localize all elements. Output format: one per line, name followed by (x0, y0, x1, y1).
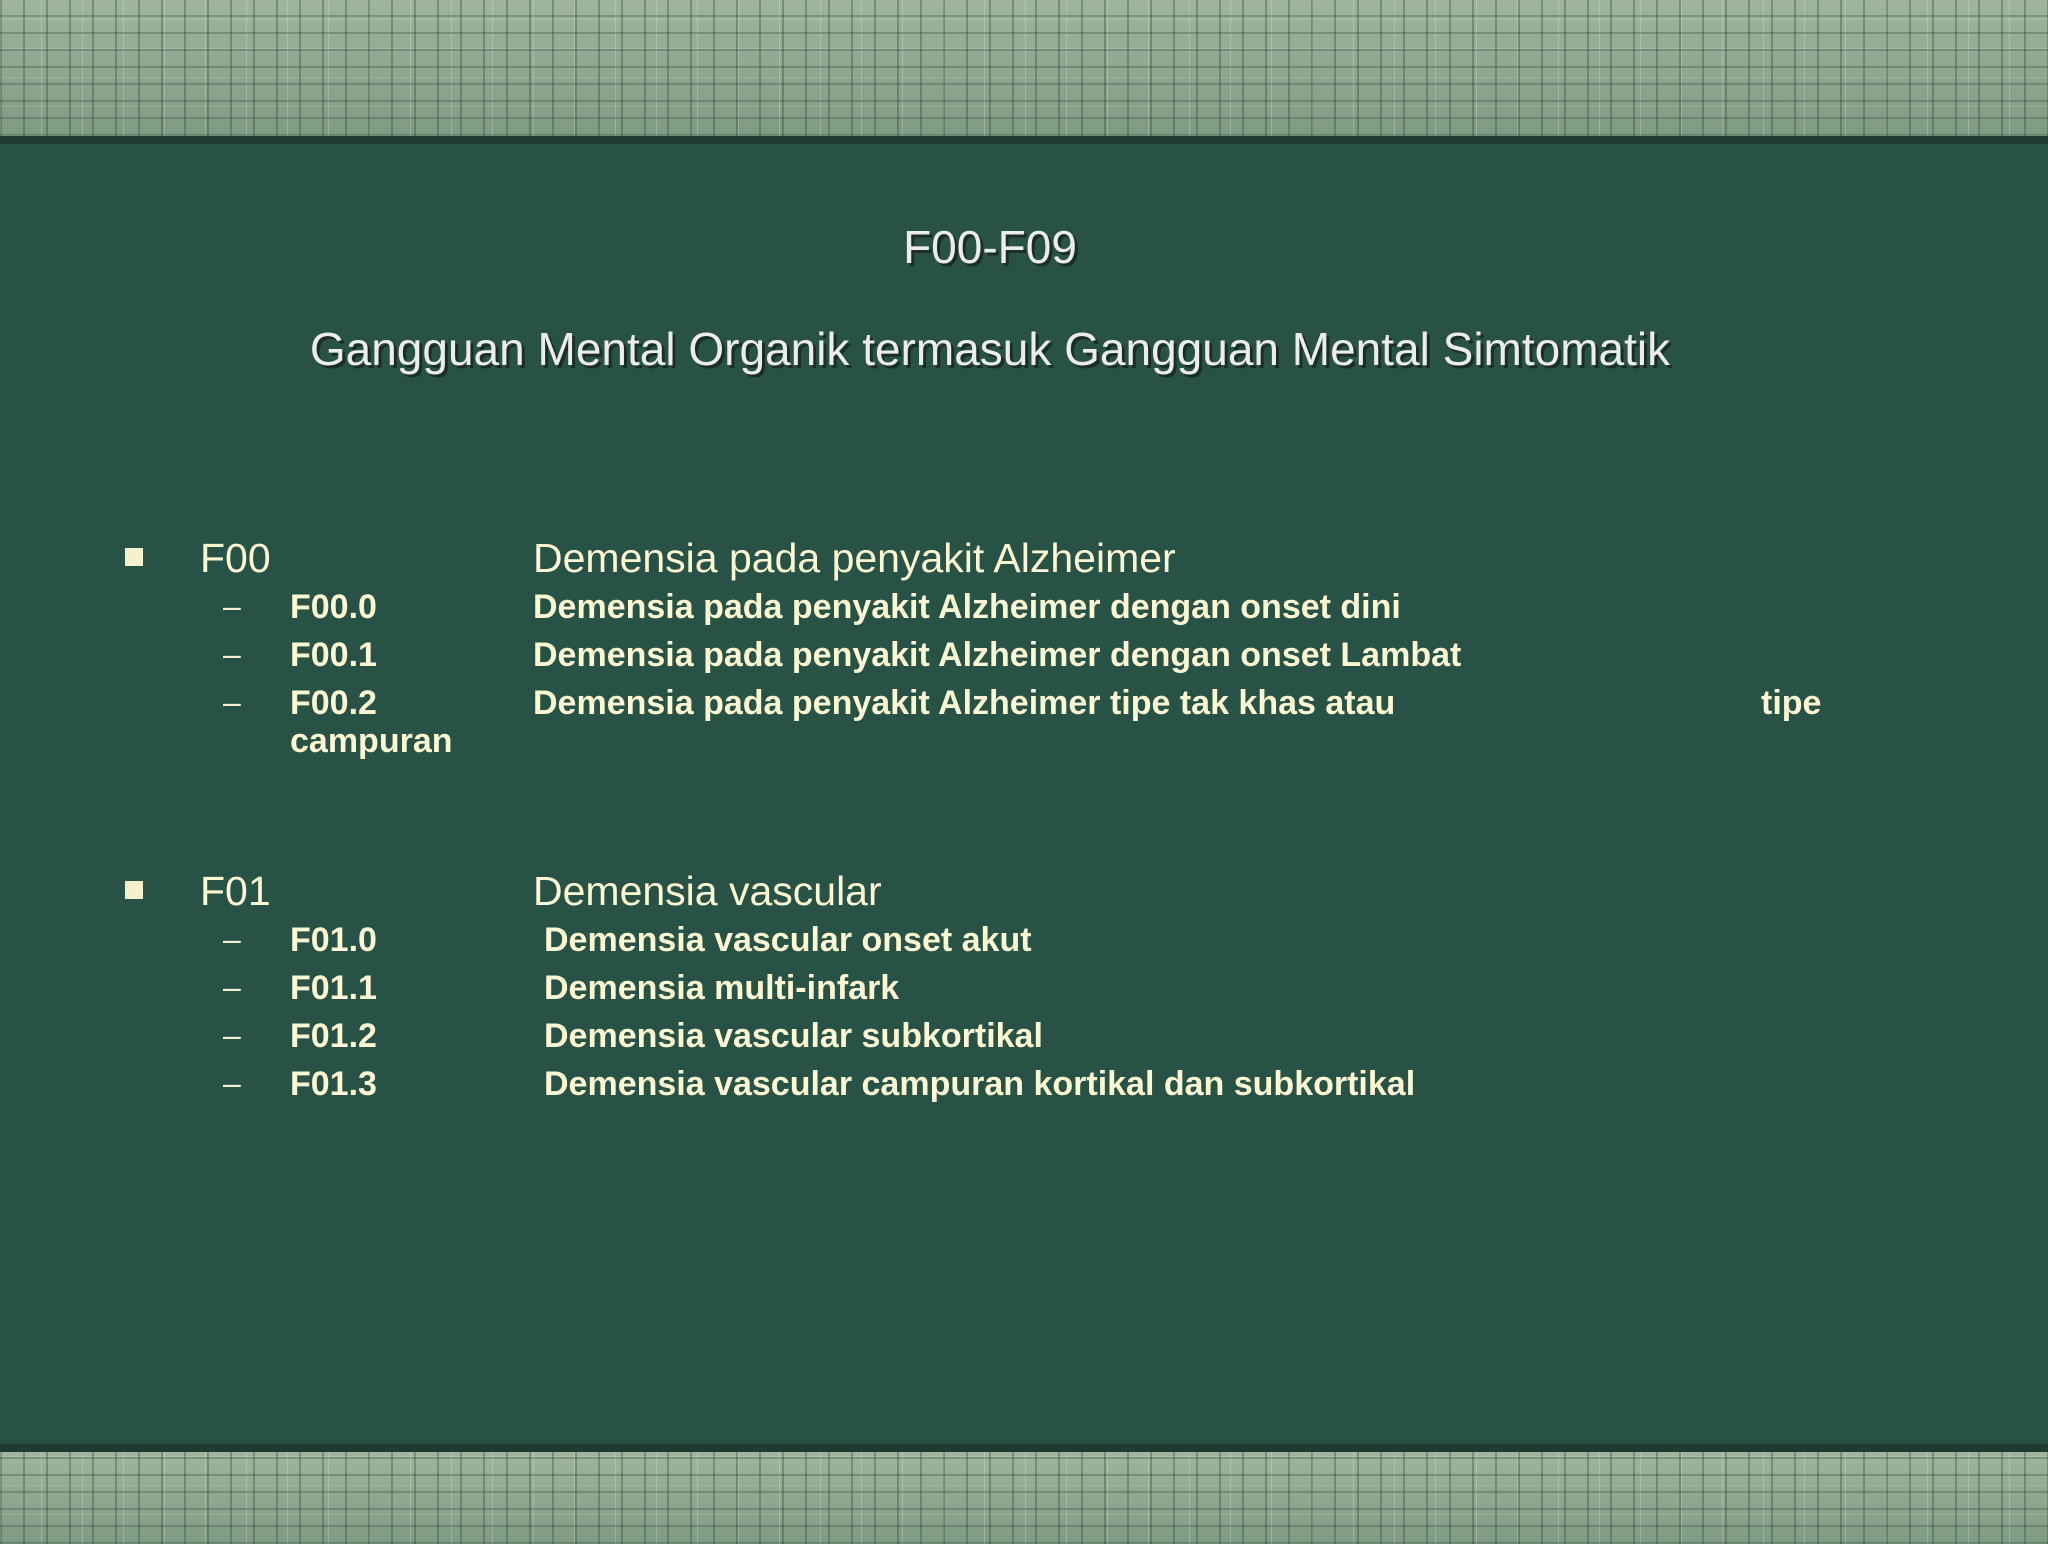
group-label: Demensia vascular (533, 868, 882, 914)
item-label: Demensia pada penyakit Alzheimer dengan onset Lambat (533, 636, 1462, 674)
item-code: F00.2 (290, 684, 377, 722)
item-code: F01.1 (290, 969, 377, 1007)
group-code: F00 (200, 535, 271, 581)
dash-icon: – (223, 921, 241, 957)
item-continuation: campuran (290, 722, 453, 760)
dash-icon: – (223, 1065, 241, 1101)
item-code: F01.2 (290, 1017, 377, 1055)
bottom-circuit-band (0, 1444, 2048, 1544)
top-circuit-band (0, 0, 2048, 144)
slide-title: F00-F09 (903, 221, 1077, 273)
group-label: Demensia pada penyakit Alzheimer (533, 535, 1176, 581)
item-label: Demensia pada penyakit Alzheimer tipe tak khas atau (533, 684, 1396, 722)
item-code: F00.0 (290, 588, 377, 626)
slide-subtitle: Gangguan Mental Organik termasuk Gangguan Mental Simtomatik (309, 323, 1671, 375)
item-label: Demensia vascular subkortikal (544, 1017, 1043, 1055)
group-code: F01 (200, 868, 271, 914)
dash-icon: – (223, 1017, 241, 1053)
dash-icon: – (223, 684, 241, 720)
dash-icon: – (223, 969, 241, 1005)
dash-icon: – (223, 636, 241, 672)
item-code: F01.3 (290, 1065, 377, 1103)
item-label: Demensia multi-infark (544, 969, 900, 1007)
bullet-square-icon (125, 548, 143, 566)
item-code: F00.1 (290, 636, 377, 674)
item-label-end: tipe (1761, 684, 1822, 722)
item-label: Demensia vascular campuran kortikal dan subkortikal (544, 1065, 1416, 1103)
bullet-square-icon (125, 881, 143, 899)
item-code: F01.0 (290, 921, 377, 959)
item-label: Demensia vascular onset akut (544, 921, 1032, 959)
item-label: Demensia pada penyakit Alzheimer dengan onset dini (533, 588, 1401, 626)
dash-icon: – (223, 588, 241, 624)
